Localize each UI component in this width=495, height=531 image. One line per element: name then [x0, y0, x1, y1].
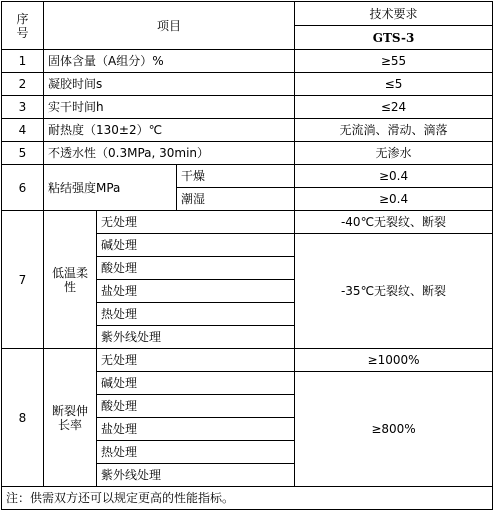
row-item: 不透水性（0.3MPa, 30min）: [44, 142, 295, 165]
row-value: ≤5: [295, 73, 493, 96]
row6-value-dry: ≥0.4: [295, 165, 493, 188]
row8-item-line2: 长率: [57, 417, 82, 432]
row7-treatment: 盐处理: [97, 280, 295, 303]
row-no: 5: [2, 142, 44, 165]
row7-no: 7: [2, 211, 44, 349]
row-item: 固体含量（A组分）%: [44, 50, 295, 73]
row7-treatment: 酸处理: [97, 257, 295, 280]
row6-item: 粘结强度MPa: [44, 165, 177, 211]
row8-value-rest: ≥800%: [295, 372, 493, 487]
row-item: 耐热度（130±2）℃: [44, 119, 295, 142]
header-seq-line1: 序: [16, 11, 29, 26]
header-item: 项目: [44, 2, 295, 50]
row-no: 3: [2, 96, 44, 119]
row7-treatment: 无处理: [97, 211, 295, 234]
row6-no: 6: [2, 165, 44, 211]
table-row: [2, 349, 493, 372]
row8-treatment: 热处理: [97, 441, 295, 464]
row6-value-wet: ≥0.4: [295, 188, 493, 211]
row7-treatment: 碱处理: [97, 234, 295, 257]
spec-table: [1, 1, 493, 510]
row6-cond-wet: 潮湿: [177, 188, 295, 211]
row-value: ≤24: [295, 96, 493, 119]
row8-treatment: 酸处理: [97, 395, 295, 418]
row-item: 凝胶时间s: [44, 73, 295, 96]
row-value: ≥55: [295, 50, 493, 73]
row-value: 无流淌、滑动、滴落: [295, 119, 493, 142]
table-row: [2, 73, 493, 96]
note-row: [2, 487, 493, 510]
row8-treatment: 盐处理: [97, 418, 295, 441]
row7-treatment: 热处理: [97, 303, 295, 326]
row8-no: 8: [2, 349, 44, 487]
header-seq-line2: 号: [16, 25, 29, 40]
row7-value-first: -40℃无裂纹、断裂: [295, 211, 493, 234]
header-tech-req: 技术要求: [295, 2, 493, 26]
table-row: [2, 50, 493, 73]
row7-item-line1: 低温柔: [51, 265, 88, 280]
table-row: [2, 119, 493, 142]
row-item: 实干时间h: [44, 96, 295, 119]
row-no: 1: [2, 50, 44, 73]
row8-value-first: ≥1000%: [295, 349, 493, 372]
table-row: [2, 211, 493, 234]
table-row: [2, 165, 493, 188]
row7-value-rest: -35℃无裂纹、断裂: [295, 234, 493, 349]
table-note: 注：供需双方还可以规定更高的性能指标。: [2, 487, 493, 510]
header-product: GTS-3: [295, 26, 493, 50]
row8-item-line1: 断裂伸: [51, 403, 88, 418]
row7-treatment: 紫外线处理: [97, 326, 295, 349]
row7-item-line2: 性: [63, 279, 76, 294]
row8-treatment: 碱处理: [97, 372, 295, 395]
row7-item: [44, 211, 97, 349]
row6-cond-dry: 干燥: [177, 165, 295, 188]
table-row: [2, 142, 493, 165]
row8-treatment: 紫外线处理: [97, 464, 295, 487]
row8-treatment: 无处理: [97, 349, 295, 372]
row-no: 2: [2, 73, 44, 96]
row8-item: [44, 349, 97, 487]
row-value: 无渗水: [295, 142, 493, 165]
table-row: [2, 96, 493, 119]
row-no: 4: [2, 119, 44, 142]
header-seq: [2, 2, 44, 50]
